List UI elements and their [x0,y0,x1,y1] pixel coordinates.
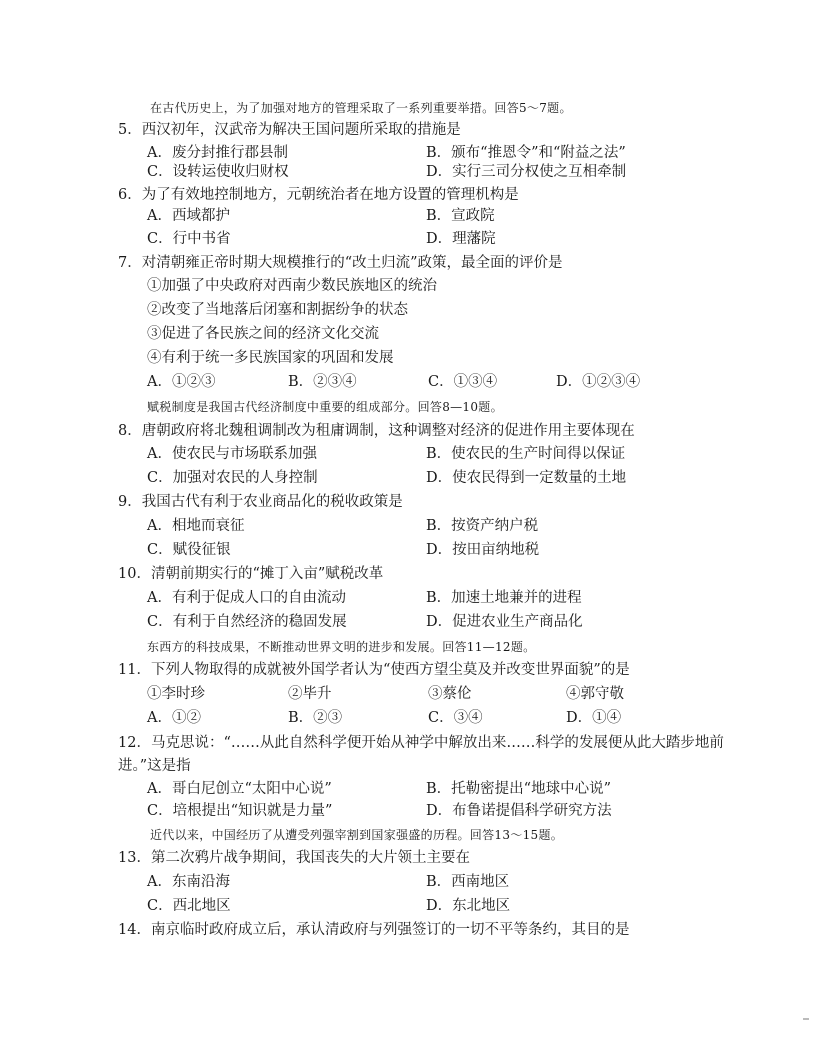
question-13-option-c: C．西北地区 [147,898,231,914]
question-8-option-c: C．加强对农民的人身控制 [147,470,318,486]
question-5-option-b: B．颁布“推恩令”和“附益之法” [426,145,626,161]
question-7-option-d: D．①②③④ [556,374,641,390]
question-10-option-b: B．加速土地兼并的进程 [426,590,582,606]
question-12-option-d: D．布鲁诺提倡科学研究方法 [426,803,612,819]
question-6-option-c: C．行中书省 [147,231,231,247]
question-11-item-3: ③蔡伦 [428,686,472,702]
scan-mark [803,1018,809,1020]
question-8-option-b: B．使农民的生产时间得以保证 [426,446,626,462]
question-7-statement-3: ③促进了各民族之间的经济文化交流 [147,326,379,342]
question-6-option-a: A．西域都护 [147,208,230,224]
question-9-option-a: A．相地而衰征 [147,518,245,534]
question-11-option-a: A．①② [147,710,201,726]
section-intro: 赋税制度是我国古代经济制度中重要的组成部分。回答8—10题。 [147,400,503,414]
question-12-option-c: C．培根提出“知识就是力量” [147,803,333,819]
question-10-option-c: C．有利于自然经济的稳固发展 [147,614,347,630]
question-7-statement-4: ④有利于统一多民族国家的巩固和发展 [147,350,394,366]
question-11-item-1: ①李时珍 [147,686,205,702]
question-7-statement-1: ①加强了中央政府对西南少数民族地区的统治 [147,278,437,294]
question-9-option-d: D．按田亩纳地税 [426,542,540,558]
question-14-stem: 14．南京临时政府成立后，承认清政府与列强签订的一切不平等条约，其目的是 [118,922,630,938]
question-5-option-d: D．实行三司分权使之互相牵制 [426,164,627,180]
question-8-option-d: D．使农民得到一定数量的土地 [426,470,627,486]
question-6-option-d: D．理藩院 [426,231,496,247]
question-12-option-a: A．哥白尼创立“太阳中心说” [147,781,332,797]
question-5-option-a: A．废分封推行郡县制 [147,145,288,161]
question-12-stem: 12．马克思说：“……从此自然科学便开始从神学中解放出来……科学的发展便从此大踏步地前 [118,735,724,751]
section-intro: 东西方的科技成果，不断推动世界文明的进步和发展。回答11—12题。 [147,640,536,654]
question-10-option-d: D．促进农业生产商品化 [426,614,583,630]
question-7-option-b: B．②③④ [288,374,357,390]
question-10-option-a: A．有利于促成人口的自由流动 [147,590,346,606]
question-9-option-b: B．按资产纳户税 [426,518,539,534]
question-8-stem: 8．唐朝政府将北魏租调制改为租庸调制，这种调整对经济的促进作用主要体现在 [118,423,635,439]
question-6-option-b: B．宣政院 [426,208,495,224]
question-11-item-4: ④郭守敬 [566,686,624,702]
question-11-option-c: C．③④ [428,710,483,726]
question-12-option-b: B．托勒密提出“地球中心说” [426,781,611,797]
question-13-option-b: B．西南地区 [426,874,510,890]
question-11-option-b: B．②③ [288,710,343,726]
question-8-option-a: A．使农民与市场联系加强 [147,446,317,462]
question-11-option-d: D．①④ [566,710,622,726]
question-13-stem: 13．第二次鸦片战争期间，我国丧失的大片领土主要在 [118,850,470,866]
section-intro: 在古代历史上，为了加强对地方的管理采取了一系列重要举措。回答5～7题。 [150,101,572,115]
question-9-stem: 9．我国古代有利于农业商品化的税收政策是 [118,494,403,510]
question-6-stem: 6．为了有效地控制地方，元朝统治者在地方设置的管理机构是 [118,187,519,203]
question-7-stem: 7．对清朝雍正帝时期大规模推行的“改土归流”政策，最全面的评价是 [118,255,563,271]
question-7-option-a: A．①②③ [147,374,216,390]
question-11-item-2: ②毕升 [288,686,332,702]
question-7-option-c: C．①③④ [428,374,498,390]
question-7-statement-2: ②改变了当地落后闭塞和割据纷争的状态 [147,302,408,318]
question-13-option-d: D．东北地区 [426,898,511,914]
question-5-option-c: C．设转运使收归财权 [147,164,289,180]
question-10-stem: 10．清朝前期实行的“摊丁入亩”赋税改革 [118,566,384,582]
question-12-stem-continued: 进。”这是指 [118,758,191,774]
question-11-stem: 11．下列人物取得的成就被外国学者认为“使西方望尘莫及并改变世界面貌”的是 [118,662,630,678]
question-5-stem: 5．西汉初年，汉武帝为解决王国问题所采取的措施是 [118,122,461,138]
question-9-option-c: C．赋役征银 [147,542,231,558]
question-13-option-a: A．东南沿海 [147,874,230,890]
section-intro: 近代以来，中国经历了从遭受列强宰割到国家强盛的历程。回答13～15题。 [150,828,564,842]
